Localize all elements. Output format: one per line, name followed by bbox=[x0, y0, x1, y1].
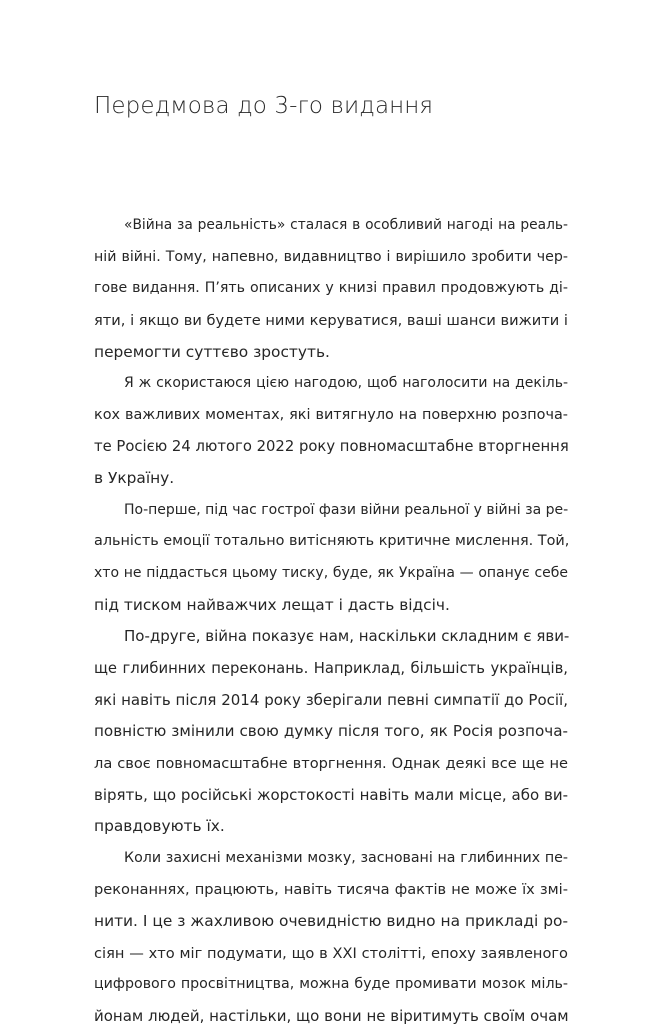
text-line: йонам людей, настільки, що вони не віритимуть своїм очам bbox=[94, 1007, 569, 1026]
text-line: По-друге, війна показує нам, наскільки складним є яви- bbox=[124, 627, 570, 646]
text-line: Коли захисні механізми мозку, засновані на глибинних пе- bbox=[124, 849, 568, 866]
text-line: «Війна за реальність» сталася в особливий нагоді на реаль- bbox=[124, 217, 568, 233]
text-line: цифрового просвітництва, можна буде промивати мозок міль- bbox=[94, 976, 568, 993]
chapter-heading: Передмова до 3-го видання bbox=[94, 93, 434, 119]
text-line: в Україну. bbox=[94, 469, 175, 488]
text-line: вірять, що російські жорстокості навіть мали місце, або ви- bbox=[94, 785, 568, 804]
text-line: повністю змінили свою думку після того, як Росія розпоча- bbox=[94, 722, 568, 741]
text-line: гове видання. П’ять описаних у книзі правил продовжують ді- bbox=[94, 280, 568, 297]
text-line: те Росією 24 лютого 2022 року повномасштабне вторгнення bbox=[94, 438, 569, 456]
text-line: перемогти суттєво зростуть. bbox=[94, 342, 330, 361]
text-line: По-перше, під час гострої фази війни реальної у війні за ре- bbox=[124, 501, 569, 518]
text-line: ще глибинних переконань. Наприклад, більшість українців, bbox=[94, 659, 568, 677]
text-line: альність емоції тотально витісняють критичне мислення. Той, bbox=[94, 533, 570, 550]
text-line: Я ж скористаюся цією нагодою, щоб наголосити на декіль- bbox=[124, 375, 568, 392]
text-line: хто не піддасться цьому тиску, буде, як Україна — опанує себе bbox=[94, 565, 568, 582]
text-line: реконаннях, працюють, навіть тисяча фактів не може їх змі- bbox=[94, 881, 568, 899]
text-line: ній війні. Тому, напевно, видавництво і вирішило зробити чер- bbox=[94, 248, 568, 265]
text-line: яти, і якщо ви будете ними керуватися, ваші шанси вижити і bbox=[94, 311, 568, 329]
text-line: правдовують їх. bbox=[94, 817, 225, 836]
body-text bbox=[94, 210, 568, 1033]
text-line: під тиском найважчих лещат і дасть відсіч. bbox=[94, 595, 450, 614]
text-line: нити. І це з жахливою очевидністю видно на прикладі ро- bbox=[94, 912, 568, 931]
text-line: сіян — хто міг подумати, що в XXI столітті, епоху заявленого bbox=[94, 944, 568, 962]
text-line: ла своє повномасштабне вторгнення. Однак деякі все ще не bbox=[94, 754, 568, 772]
text-line: які навіть після 2014 року зберігали певні симпатії до Росії, bbox=[94, 690, 568, 709]
text-line: кох важливих моментах, які витягнуло на поверхню розпоча- bbox=[94, 406, 568, 423]
